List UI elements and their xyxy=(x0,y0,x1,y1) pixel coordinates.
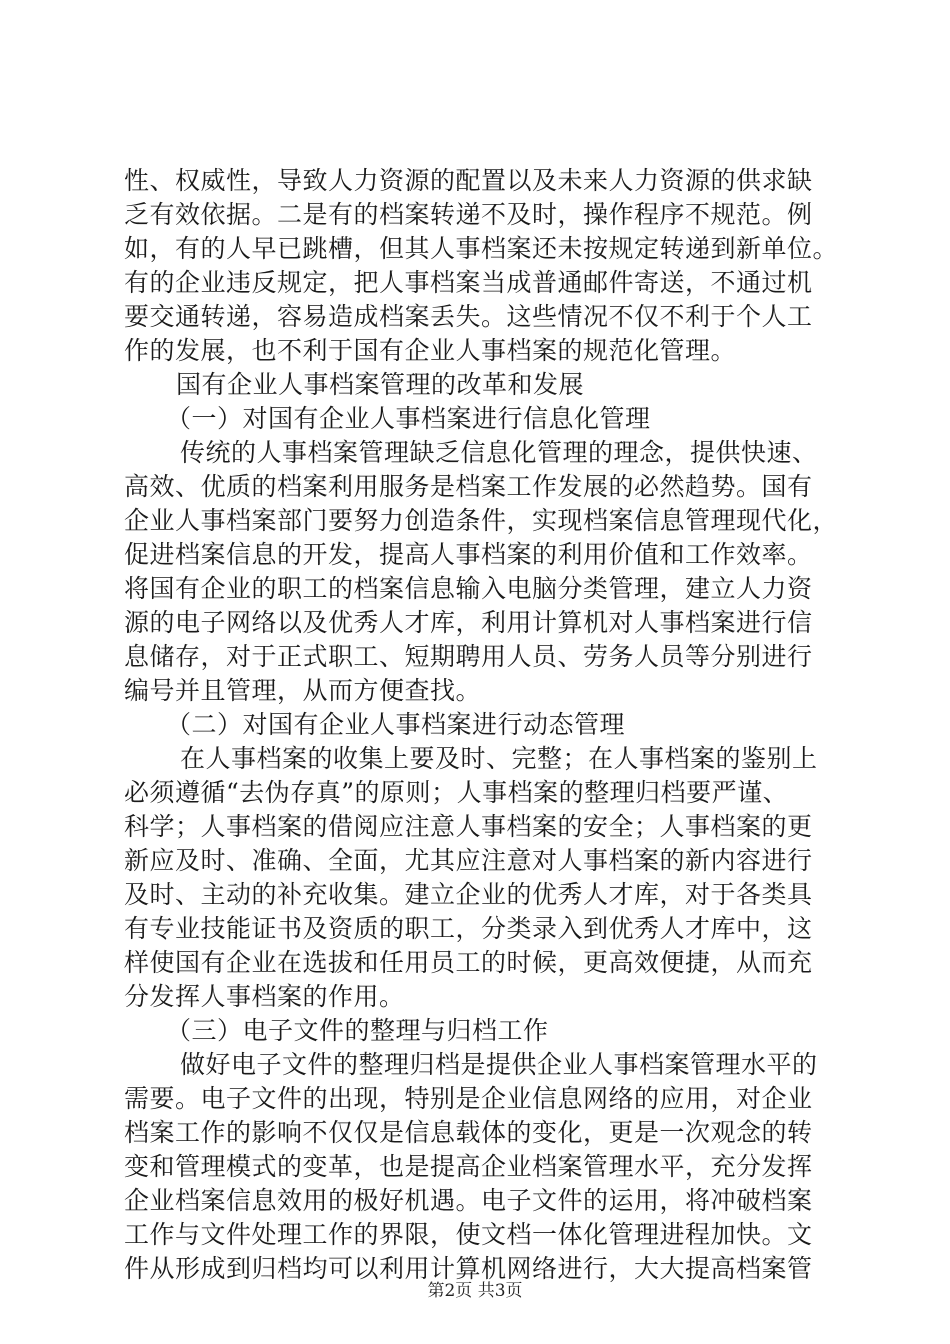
body-line: 分发挥人事档案的作用。 xyxy=(124,982,405,1011)
body-line: 及时、主动的补充收集。建立企业的优秀人才库，对于各类具 xyxy=(124,880,813,909)
body-line: 件从形成到归档均可以利用计算机网络进行，大大提高档案管 xyxy=(124,1254,813,1283)
body-line: 息储存，对于正式职工、短期聘用人员、劳务人员等分别进行 xyxy=(124,642,813,671)
body-line: 乏有效依据。二是有的档案转递不及时，操作程序不规范。例 xyxy=(124,200,813,229)
body-line: 源的电子网络以及优秀人才库，利用计算机对人事档案进行信 xyxy=(124,608,813,637)
subsection-heading-3: （三）电子文件的整理与归档工作 xyxy=(166,1016,549,1045)
body-line: 必须遵循“去伪存真”的原则；人事档案的整理归档要严谨、 xyxy=(124,778,789,807)
body-line: 档案工作的影响不仅仅是信息载体的变化，更是一次观念的转 xyxy=(124,1118,813,1147)
body-line: 需要。电子文件的出现，特别是企业信息网络的应用，对企业 xyxy=(124,1084,813,1113)
body-line: 促进档案信息的开发，提高人事档案的利用价值和工作效率。 xyxy=(124,540,813,569)
body-line: 将国有企业的职工的档案信息输入电脑分类管理，建立人力资 xyxy=(124,574,813,603)
body-line: 变和管理模式的变革，也是提高企业档案管理水平，充分发挥 xyxy=(124,1152,813,1181)
body-line: 工作与文件处理工作的界限，使文档一体化管理进程加快。文 xyxy=(124,1220,813,1249)
body-line: 要交通转递，容易造成档案丢失。这些情况不仅不利于个人工 xyxy=(124,302,813,331)
body-line: 在人事档案的收集上要及时、完整；在人事档案的鉴别上 xyxy=(180,744,818,773)
body-line: 编号并且管理，从而方便查找。 xyxy=(124,676,482,705)
body-line: 高效、优质的档案利用服务是档案工作发展的必然趋势。国有 xyxy=(124,472,813,501)
body-line: 传统的人事档案管理缺乏信息化管理的理念，提供快速、 xyxy=(180,438,818,467)
body-line: 做好电子文件的整理归档是提供企业人事档案管理水平的 xyxy=(180,1050,818,1079)
body-line: 作的发展，也不利于国有企业人事档案的规范化管理。 xyxy=(124,336,737,365)
body-line: 企业人事档案部门要努力创造条件，实现档案信息管理现代化， xyxy=(124,506,839,535)
body-line: 有专业技能证书及资质的职工，分类录入到优秀人才库中，这 xyxy=(124,914,813,943)
body-line: 有的企业违反规定，把人事档案当成普通邮件寄送，不通过机 xyxy=(124,268,813,297)
body-line: 样使国有企业在选拔和任用员工的时候，更高效便捷，从而充 xyxy=(124,948,813,977)
body-line: 性、权威性，导致人力资源的配置以及未来人力资源的供求缺 xyxy=(124,166,813,195)
page-number-footer: 第2页 共3页 xyxy=(427,1281,523,1301)
subsection-heading-1: （一）对国有企业人事档案进行信息化管理 xyxy=(166,404,651,433)
body-line: 如，有的人早已跳槽，但其人事档案还未按规定转递到新单位。 xyxy=(124,234,839,263)
document-body xyxy=(124,164,864,1286)
section-heading: 国有企业人事档案管理的改革和发展 xyxy=(176,370,585,399)
subsection-heading-2: （二）对国有企业人事档案进行动态管理 xyxy=(166,710,626,739)
body-line: 新应及时、准确、全面，尤其应注意对人事档案的新内容进行 xyxy=(124,846,813,875)
body-line: 企业档案信息效用的极好机遇。电子文件的运用，将冲破档案 xyxy=(124,1186,813,1215)
body-line: 科学；人事档案的借阅应注意人事档案的安全；人事档案的更 xyxy=(124,812,813,841)
